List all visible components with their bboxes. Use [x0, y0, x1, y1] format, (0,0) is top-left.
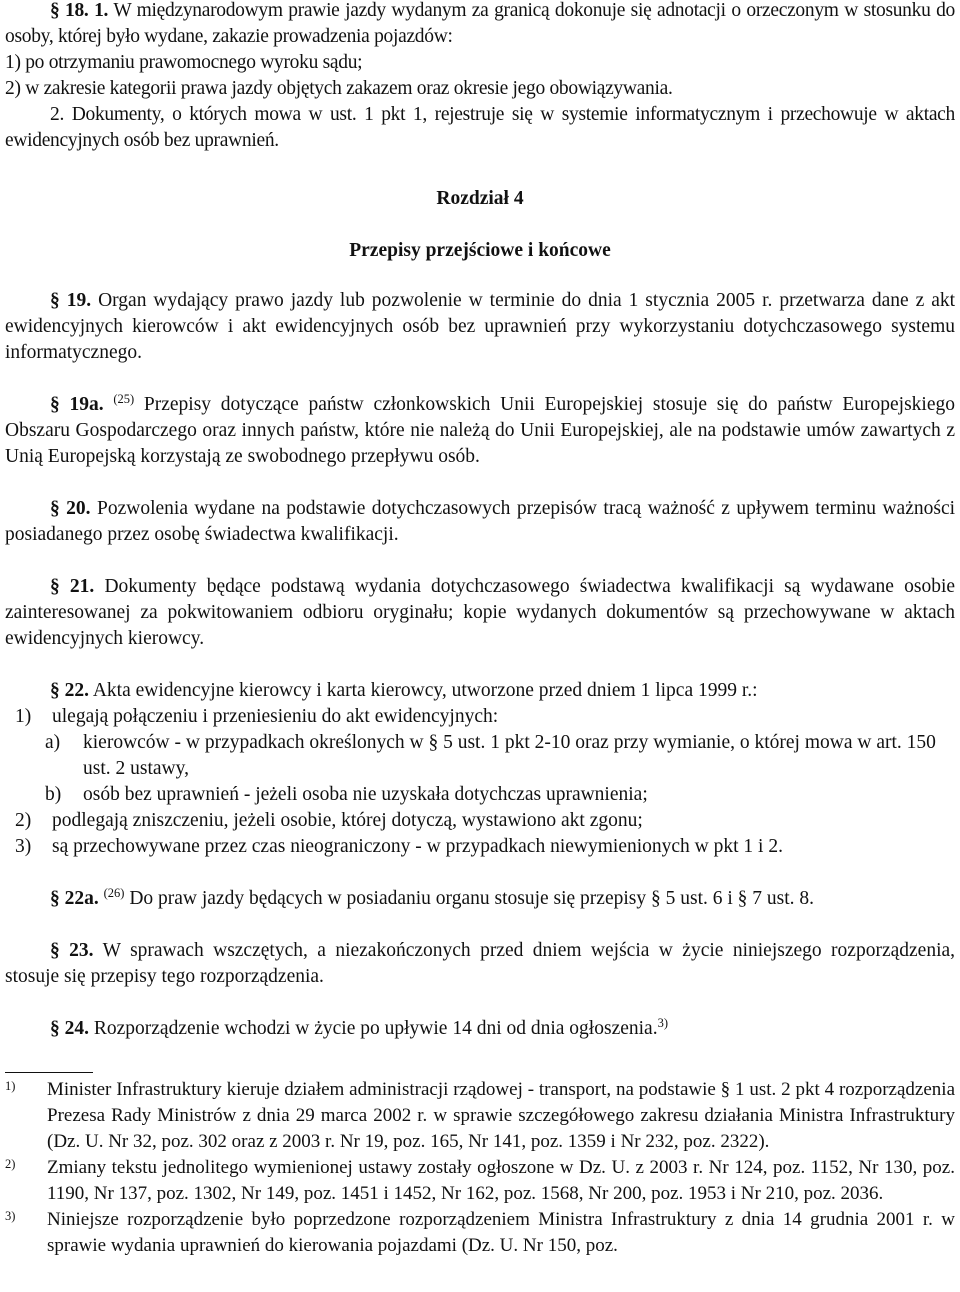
footnote-ref-3: 3): [657, 1016, 668, 1030]
footnote-separator: [5, 1072, 93, 1073]
footnote-2: [5, 1155, 955, 1207]
section-mark-24: § 24.: [50, 1018, 89, 1039]
section-mark-23: § 23.: [50, 940, 94, 961]
list-text: kierowców - w przypadkach określonych w § 5 ust. 1 pkt 2-10 oraz przy wymianie, o której mowa w art. 150 ust. 2 ustawy,: [83, 732, 936, 779]
paragraph-text: Pozwolenia wydane na podstawie dotychczasowych przepisów tracą ważność z upływem terminu ważności posiadanego przez osobę świadectwa kwalifikacji.: [5, 498, 956, 545]
footnote-mark: 2): [5, 1157, 16, 1171]
paragraph-text: W sprawach wszczętych, a niezakończonych przed dniem wejścia w życie niniejszego rozporządzenia, stosuje się przepisy tego rozporządzenia.: [5, 940, 956, 987]
paragraph-text: Akta ewidencyjne kierowcy i karta kierowcy, utworzone przed dniem 1 lipca 1999 r.:: [92, 680, 758, 701]
paragraph-20: [5, 496, 955, 548]
paragraph-23: [5, 938, 955, 990]
paragraph-24: [5, 1016, 955, 1042]
section-mark-22: § 22.: [50, 680, 89, 701]
paragraph-text: Rozporządzenie wchodzi w życie po upływie 14 dni od dnia ogłoszenia.: [93, 1018, 658, 1039]
list-text: są przechowywane przez czas nieograniczony - w przypadkach niewymienionych w pkt 1 i 2.: [52, 836, 783, 857]
list-text: osób bez uprawnień - jeżeli osoba nie uzyskała dotychczas uprawnienia;: [83, 784, 648, 805]
paragraph-text: Dokumenty będące podstawą wydania dotychczasowego świadectwa kwalifikacji są wydawane osobie zainteresowanej za pokwitowaniem odbioru oryginału; kopie wydanych dokumentów są przechowywane w aktach ewidencyjnych kierowcy.: [5, 576, 956, 649]
section-mark-22a: § 22a.: [50, 888, 99, 909]
paragraph-18-1-point-2: 2) w zakresie kategorii prawa jazdy objętych zakazem oraz okresie jego obowiązywania.: [5, 78, 673, 99]
amendment-ref-26: (26): [103, 886, 125, 900]
list-number: 3): [15, 836, 32, 857]
paragraph-18-1: [5, 0, 955, 50]
footnote-text: Niniejsze rozporządzenie było poprzedzone rozporządzeniem Ministra Infrastruktury z dnia 14 grudnia 2001 r. w sprawie wydania uprawnień do kierowania pojazdami (Dz. U. Nr 150, poz.: [47, 1209, 955, 1256]
section-mark-19a: § 19a.: [50, 394, 104, 415]
paragraph-19a: [5, 392, 955, 470]
list-number: 1): [15, 706, 32, 727]
footnote-mark: 1): [5, 1079, 16, 1093]
footnote-1: [5, 1077, 955, 1155]
paragraph-text: Organ wydający prawo jazdy lub pozwolenie w terminie do dnia 1 stycznia 2005 r. przetwarza dane z akt ewidencyjnych kierowców i akt ewidencyjnych osób bez uprawnień przy wykorzystaniu dotychczasowego systemu informatycznego.: [5, 290, 956, 363]
footnote-mark: 3): [5, 1209, 16, 1223]
list-text: ulegają połączeniu i przeniesieniu do akt ewidencyjnych:: [52, 706, 499, 727]
document-page: [5, 0, 955, 1259]
section-mark-20: § 20.: [50, 498, 91, 519]
list-item: [5, 782, 955, 808]
section-mark-18: § 18. 1.: [50, 0, 109, 21]
chapter-title: Przepisy przejściowe i końcowe: [349, 240, 611, 261]
list-text: podlegają zniszczeniu, jeżeli osobie, której dotyczą, wystawiono akt zgonu;: [52, 810, 643, 831]
section-mark-21: § 21.: [50, 576, 95, 597]
paragraph-21: [5, 574, 955, 652]
amendment-ref-25: (25): [113, 392, 135, 406]
paragraph-text: Przepisy dotyczące państw członkowskich Unii Europejskiej stosuje się do państw Europejskiego Obszaru Gospodarczego oraz innych państw, które nie należą do Unii Europejskiej, ale na podstawie umów zawartych z Unią Europejską korzystają ze swobodnego przepływu osób.: [5, 394, 955, 467]
paragraph-22: [5, 678, 955, 704]
list-item: [5, 808, 955, 834]
paragraph-text: Do praw jazdy będących w posiadaniu organu stosuje się przepisy § 5 ust. 6 i § 7 ust. 8.: [129, 888, 815, 909]
list-letter: b): [45, 784, 62, 805]
footnote-text: Minister Infrastruktury kieruje działem administracji rządowej - transport, na podstawie § 1 ust. 2 pkt 4 rozporządzenia Prezesa Rady Ministrów z dnia 29 marca 2002 r. w sprawie szczegółowego zakresu działania Ministra Infrastruktury (Dz. U. Nr 32, poz. 302 oraz z 2003 r. Nr 19, poz. 165, Nr 141, poz. 1359 i Nr 232, poz. 2322).: [47, 1079, 955, 1152]
list-number: 2): [15, 810, 32, 831]
chapter-number: Rozdział 4: [436, 188, 524, 209]
paragraph-22a: [5, 886, 955, 912]
paragraph-text: W międzynarodowym prawie jazdy wydanym za granicą dokonuje się adnotacji o orzeczonym w stosunku do osoby, której było wydane, zakazie prowadzenia pojazdów:: [5, 0, 956, 47]
list-item: [5, 730, 955, 782]
paragraph-18-2: 2. Dokumenty, o których mowa w ust. 1 pkt 1, rejestruje się w systemie informatycznym i przechowuje w aktach ewidencyjnych osób bez uprawnień.: [5, 104, 955, 151]
list-item: [5, 834, 955, 860]
paragraph-18-1-point-1: 1) po otrzymaniu prawomocnego wyroku sądu;: [5, 52, 363, 73]
paragraph-19: [5, 288, 955, 366]
list-item: [5, 704, 955, 730]
list-letter: a): [45, 732, 61, 753]
section-mark-19: § 19.: [50, 290, 92, 311]
footnote-3: [5, 1207, 955, 1259]
footnote-text: Zmiany tekstu jednolitego wymienionej ustawy zostały ogłoszone w Dz. U. z 2003 r. Nr 124, poz. 1152, Nr 130, poz. 1190, Nr 137, poz. 1302, Nr 149, poz. 1451 i 1452, Nr 162, poz. 1568, Nr 200, poz. 1953 i Nr 210, poz. 2036.: [47, 1157, 955, 1204]
